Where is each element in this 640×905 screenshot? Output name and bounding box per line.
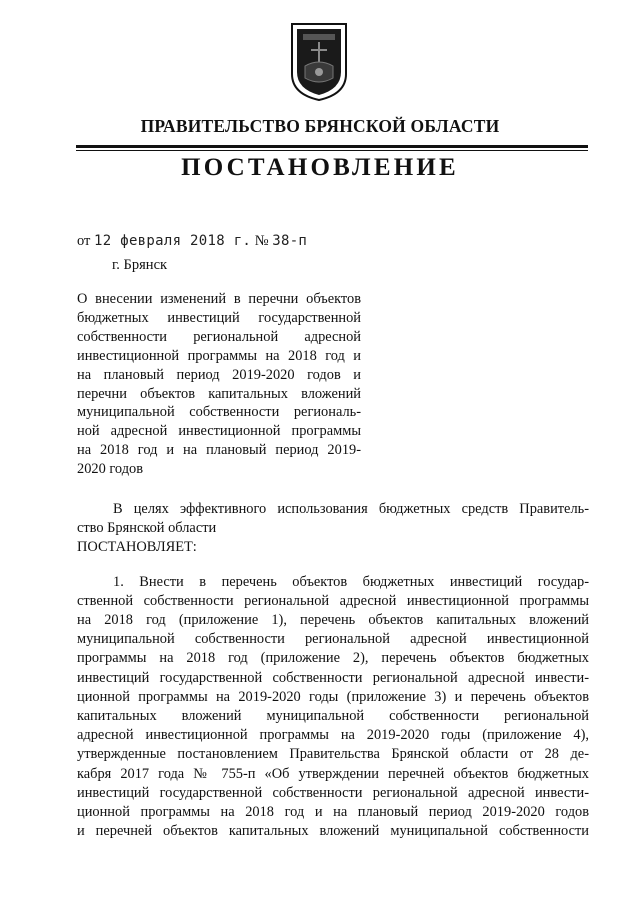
- item-1-line: 1. Внести в перечень объектов бюджетных инвестиций государ-: [113, 573, 589, 590]
- item-1-line: и перечней объектов капитальных вложений муниципальной собственности: [77, 823, 589, 840]
- item-1-line: ционной программы на 2019-2020 годы (приложение 3) и перечень объектов: [77, 688, 589, 705]
- decree-word: ПОСТАНОВЛЯЕТ:: [77, 539, 197, 556]
- subject-line: инвестиционной программы на 2018 год и: [77, 347, 361, 364]
- item-1-line: утвержденные постановлением Правительства Брянской области от 28 де-: [77, 746, 589, 763]
- item-1-line: адресной инвестиционной программы на 2019-2020 годы (приложение 4),: [77, 727, 589, 744]
- subject-line: муниципальной собственности региональ-: [77, 404, 361, 421]
- item-1-line: программы на 2018 год (приложение 2), перечень объектов бюджетных: [77, 650, 589, 667]
- subject-line: на плановый период 2019-2020 годов и: [77, 366, 361, 383]
- item-1-line: кабря 2017 года № 755-п «Об утверждении перечней объектов бюджетных: [77, 765, 589, 782]
- document-type-title: ПОСТАНОВЛЕНИЕ: [181, 154, 459, 181]
- item-1-line: на 2018 год (приложение 1), перечень объектов капитальных вложений: [77, 612, 589, 629]
- item-1-line: ционной программы на 2018 год и на плановый период 2019-2020 годов: [77, 804, 589, 821]
- document-body: [77, 500, 589, 841]
- item-1-line: инвестиций государственной собственности региональной адресной инвести-: [77, 669, 589, 686]
- preamble-line: ство Брянской области: [77, 520, 217, 537]
- subject-line: О внесении изменений в перечни объектов: [77, 291, 361, 307]
- subject-heading: [77, 290, 361, 479]
- subject-line: ной адресной инвестиционной программы: [77, 423, 361, 440]
- item-1-line: инвестиций государственной собственности региональной адресной инвести-: [77, 784, 589, 801]
- header-divider-thick: [76, 145, 588, 148]
- item-1-line: ственной собственности региональной адресной инвестиционной программы: [77, 592, 589, 609]
- subject-line: на 2018 год и на плановый период 2019-: [77, 442, 361, 459]
- header-divider-thin: [76, 150, 588, 151]
- preamble-line: В целях эффективного использования бюджетных средств Правитель-: [113, 501, 589, 517]
- subject-line: перечни объектов капитальных вложений: [77, 385, 361, 402]
- bryansk-oblast-coat-of-arms-icon: [289, 20, 349, 102]
- number-prefix: №: [254, 233, 269, 249]
- document-number: 38-п: [272, 233, 308, 249]
- subject-line: бюджетных инвестиций государственной: [77, 309, 361, 326]
- item-1-line: муниципальной собственности региональной адресной инвестиционной: [77, 631, 589, 648]
- paragraph-gap: [77, 558, 589, 573]
- item-1-line: капитальных вложений муниципальной собственности региональной: [77, 708, 589, 725]
- date-number-line: [77, 233, 307, 250]
- subject-line: собственности региональной адресной: [77, 328, 361, 345]
- government-title: ПРАВИТЕЛЬСТВО БРЯНСКОЙ ОБЛАСТИ: [140, 116, 500, 136]
- subject-line: 2020 годов: [77, 461, 144, 478]
- date-value: 12 февраля 2018 г.: [94, 233, 252, 249]
- date-prefix: от: [77, 233, 91, 249]
- city-name: г. Брянск: [112, 257, 168, 273]
